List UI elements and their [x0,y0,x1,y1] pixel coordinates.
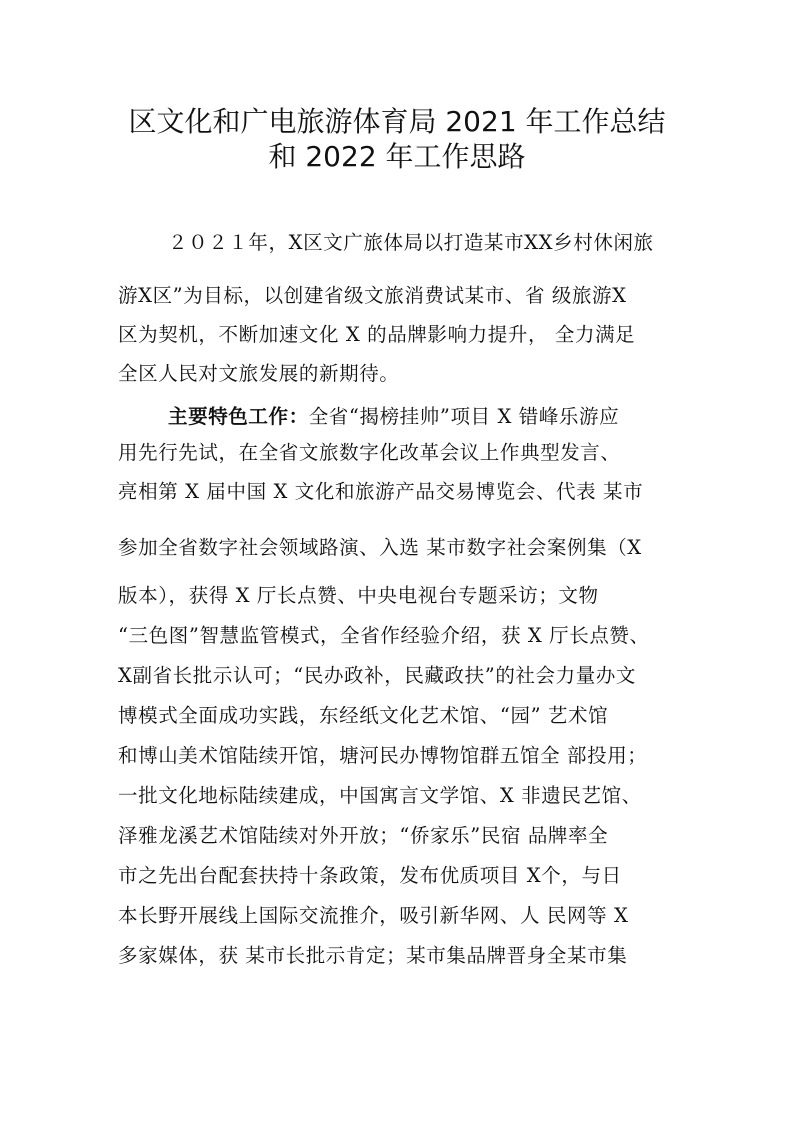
paragraph-2-line: 博模式全面成功实践，东经纸文化艺术馆、“园” 艺术馆 [118,704,609,727]
document-title-line-1: 区文化和广电旅游体育局 2021 年工作总结 [128,105,666,138]
paragraph-2-line: 市之先出台配套扶持十条政策，发布优质项目 X个，与日 [118,864,622,887]
paragraph-2-line: 和博山美术馆陆续开馆，塘河民办博物馆群五馆全 部投用； [118,744,648,767]
paragraph-2-first-line [168,404,619,430]
paragraph-2-line: 版本），获得 X 厅长点赞、中央电视台专题采访；文物 [118,584,599,607]
paragraph-2-line: 多家媒体，获 某市长批示肯定；某市集品牌晋身全某市集 [118,944,628,967]
paragraph-1-line: 区为契机，不断加速文化 X 的品牌影响力提升， 全力满足 [118,323,636,346]
paragraph-2-line: 本长野开展线上国际交流推介，吸引新华网、人 民网等 X [118,904,629,927]
section-lead: 主要特色工作： [168,405,309,428]
paragraph-2-line: “三色图”智慧监管模式，全省作经验介绍，获 X 厅长点赞、 [118,624,650,647]
paragraph-2-line: X副省长批示认可；“民办政补，民藏政扶”的社会力量办文 [118,664,637,687]
paragraph-2-line: 一批文化地标陆续建成，中国寓言文学馆、X 非遗民艺馆、 [118,784,642,807]
paragraph-1-line: 全区人民对文旅发展的新期待。 [118,362,400,385]
section-lead-text: 全省“揭榜挂帅”项目 X 错峰乐游应 [308,405,620,428]
paragraph-2-line: 参加全省数字社会领域路演、入选 某市数字社会案例集（X [118,536,642,559]
paragraph-1-line: ２０２１年，X区文广旅体局以打造某市XX乡村休闲旅 [168,231,654,254]
paragraph-1-line: 游X区”为目标，以创建省级文旅消费试某市、省 级旅游X [118,284,627,307]
paragraph-2-line: 亮相第 X 届中国 X 文化和旅游产品交易博览会、代表 某市 [118,480,644,503]
paragraph-2-line: 用先行先试，在全省文旅数字化改革会议上作典型发言、 [118,441,621,464]
document-title-line-2: 和 2022 年工作思路 [268,140,526,173]
paragraph-2-line: 泽雅龙溪艺术馆陆续对外开放；“侨家乐”民宿 品牌率全 [118,824,609,847]
